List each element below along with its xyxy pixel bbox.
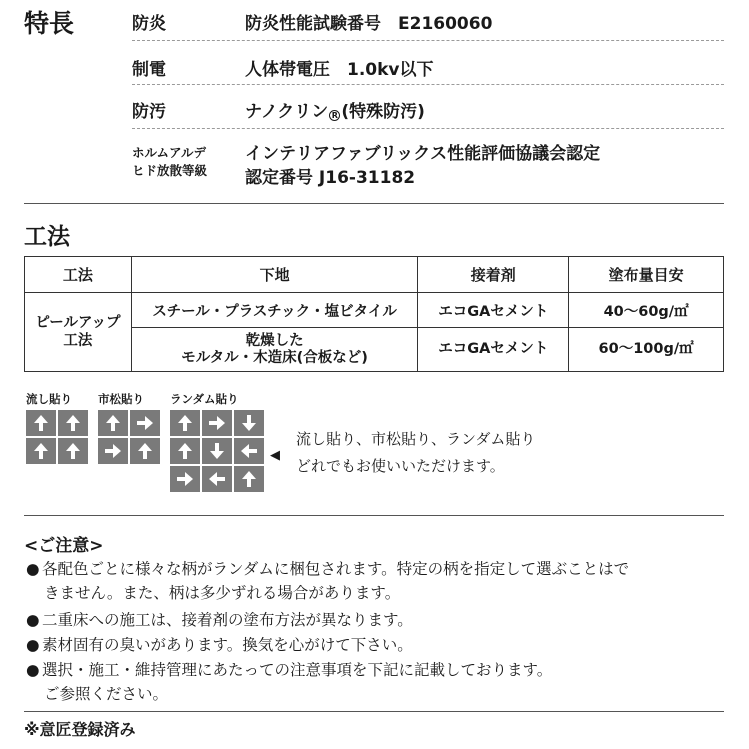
arrow-up-icon — [136, 442, 154, 460]
tile-down — [234, 410, 264, 436]
note-item-continuation: ご参照ください。 — [44, 685, 169, 703]
header-base: 下地 — [131, 257, 418, 293]
tile-left — [234, 438, 264, 464]
tile-up — [26, 410, 56, 436]
pattern-label-nagashi: 流し貼り — [26, 392, 72, 406]
dashed-divider — [132, 128, 724, 129]
features-title: 特長 — [24, 9, 75, 38]
arrow-up-icon — [240, 470, 258, 488]
feature-label: 防炎 — [132, 14, 166, 34]
arrow-down-icon — [240, 414, 258, 432]
arrow-up-icon — [32, 414, 50, 432]
tile-up — [98, 410, 128, 436]
amount-cell: 40〜60g/㎡ — [569, 293, 724, 328]
pattern-note-line1: 流し貼り、市松貼り、ランダム貼り — [296, 430, 536, 448]
tile-up — [58, 410, 88, 436]
arrow-up-icon — [32, 442, 50, 460]
feature-label: 制電 — [132, 60, 166, 80]
bullet-icon: ● — [26, 560, 40, 578]
note-item: ● 二重床への施工は、接着剤の塗布方法が異なります。 — [26, 611, 413, 629]
tile-right — [202, 410, 232, 436]
arrow-up-icon — [104, 414, 122, 432]
tile-right — [98, 438, 128, 464]
tile-up — [234, 466, 264, 492]
header-adhesive: 接着剤 — [418, 257, 569, 293]
feature-value: 人体帯電圧 1.0kv以下 — [245, 60, 434, 80]
feature-label: 防汚 — [132, 102, 166, 122]
note-item: ● 各配色ごとに様々な柄がランダムに梱包されます。特定の柄を指定して選ぶことはで — [26, 560, 630, 578]
feature-label: ホルムアルデ ヒド放散等級 — [132, 145, 208, 178]
pattern-grid-nagashi — [26, 410, 88, 464]
base-cell: 乾燥した モルタル・木造床(合板など) — [131, 328, 418, 372]
tile-up — [130, 438, 160, 464]
arrow-right-icon — [176, 470, 194, 488]
tile-left — [202, 466, 232, 492]
tile-right — [170, 466, 200, 492]
tile-down — [202, 438, 232, 464]
table-header-row — [25, 257, 724, 293]
registered-design-note: ※意匠登録済み — [24, 720, 136, 739]
amount-cell: 60〜100g/㎡ — [569, 328, 724, 372]
pattern-label-ichimatsu: 市松貼り — [98, 392, 144, 406]
notes-title: <ご注意> — [24, 536, 104, 556]
adhesive-cell: エコGAセメント — [418, 293, 569, 328]
method-title: 工法 — [24, 224, 70, 250]
arrow-right-icon — [104, 442, 122, 460]
registered-mark: R — [329, 110, 340, 121]
tile-up — [58, 438, 88, 464]
arrow-up-icon — [64, 442, 82, 460]
feature-value: ナノクリン R (特殊防汚) — [245, 102, 425, 122]
header-amount: 塗布量目安 — [569, 257, 724, 293]
arrow-up-icon — [176, 442, 194, 460]
base-cell: スチール・プラスチック・塩ビタイル — [131, 293, 418, 328]
section-divider — [24, 711, 724, 712]
arrow-left-icon — [240, 442, 258, 460]
arrow-down-icon — [208, 442, 226, 460]
arrow-left-icon — [208, 470, 226, 488]
method-cell: ピールアップ 工法 — [25, 293, 132, 372]
bullet-icon: ● — [26, 636, 40, 654]
arrow-right-icon — [136, 414, 154, 432]
bullet-icon: ● — [26, 661, 40, 679]
pattern-grid-random — [170, 410, 264, 492]
pattern-note-line2: どれでもお使いいただけます。 — [296, 457, 505, 475]
section-divider — [24, 515, 724, 516]
note-item: ● 素材固有の臭いがあります。換気を心がけて下さい。 — [26, 636, 413, 654]
tile-right — [130, 410, 160, 436]
header-method: 工法 — [25, 257, 132, 293]
arrow-up-icon — [176, 414, 194, 432]
section-divider — [24, 203, 724, 204]
pointer-arrow-icon: ◀ — [270, 448, 280, 463]
pattern-label-random: ランダム貼り — [170, 392, 239, 406]
feature-value: インテリアファブリックス性能評価協議会認定 認定番号 J16-31182 — [245, 144, 601, 188]
bullet-icon: ● — [26, 611, 40, 629]
dashed-divider — [132, 40, 724, 41]
construction-table — [24, 256, 724, 372]
tile-up — [170, 410, 200, 436]
tile-up — [26, 438, 56, 464]
note-item: ● 選択・施工・維持管理にあたっての注意事項を下記に記載しております。 — [26, 661, 553, 679]
pattern-grid-ichimatsu — [98, 410, 160, 464]
tile-up — [170, 438, 200, 464]
note-item-continuation: きません。また、柄は多少ずれる場合があります。 — [44, 584, 401, 602]
table-row — [25, 293, 724, 328]
feature-value: 防炎性能試験番号 E2160060 — [245, 14, 493, 34]
arrow-right-icon — [208, 414, 226, 432]
dashed-divider — [132, 84, 724, 85]
arrow-up-icon — [64, 414, 82, 432]
adhesive-cell: エコGAセメント — [418, 328, 569, 372]
